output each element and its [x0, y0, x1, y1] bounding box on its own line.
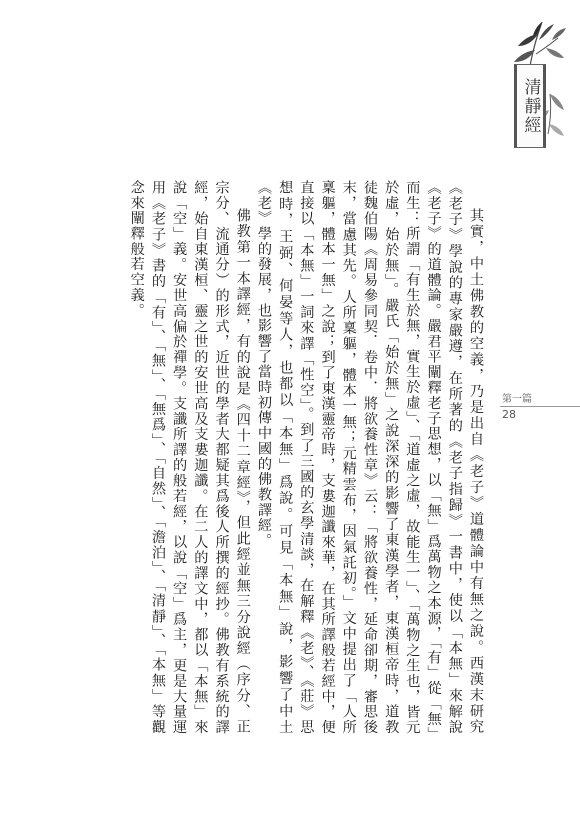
part-label: 第一篇	[502, 394, 532, 405]
page-number: 28	[502, 408, 516, 421]
page-side-tab	[500, 393, 580, 421]
book-title: 清靜經	[514, 64, 546, 148]
tab-divider	[500, 406, 580, 407]
paragraph: 其實，中土佛教的空義，乃是出自《老子》道體論中有無之說。西漢末研究《老子》學說的專家嚴遵，在所著的《老子指歸》一書中，使以「本無」來解說《老子》的道體論。嚴君平闡釋老子思想，以「無」爲萬物之本源，「有」從「無」而生：所謂「有生於無，實生於虛」、「道虛之虛，故能生一」、「萬物之生也，皆元於虛，始於無」。嚴氏「始於無」之說深深的影響了東漢學者，東漢桓帝時，道教徒魏伯陽《周易參同契．卷中．將欲養性章》云：「將欲養性，延命卻期，審思後末，當慮其先。人所稟軀，體本一無；元精雲布，因氣託初。」文中提出了「人所稟軀，體本一無」之說；到了東漢靈帝時，支婁迦讖來華，在其所譯般若經中，便直接以「本無」一詞來譯「性空」。到了三國的玄學清談，在解釋《老》、《莊》思想時，王弼、何晏等人，也都以「本無」爲說。可見「本無」說，影響了中土《老》學的發展，也影響了當時初傳中國的佛教譯經。	[255, 180, 484, 735]
body-text	[94, 180, 486, 735]
paragraph: 佛教第一本譯經，有的說是《四十二章經》，但此經並無三分說經（序分、正宗分、流通分）的形式，近世的學者大都疑其爲後人所撰的經抄。佛教有系統的譯經，始自東漢桓、靈之世的安世高及支婁迦讖。在二人的譯文中，都以「本無」來說「空」義。安世高偏於禪學。支讖所譯的般若經，以說「空」爲主，更是大量運用《老子》書的「有」、「無」、「無爲」、「自然」、「澹泊」、「清靜」、「本無」等觀念來闡釋般若空義。	[128, 180, 251, 735]
